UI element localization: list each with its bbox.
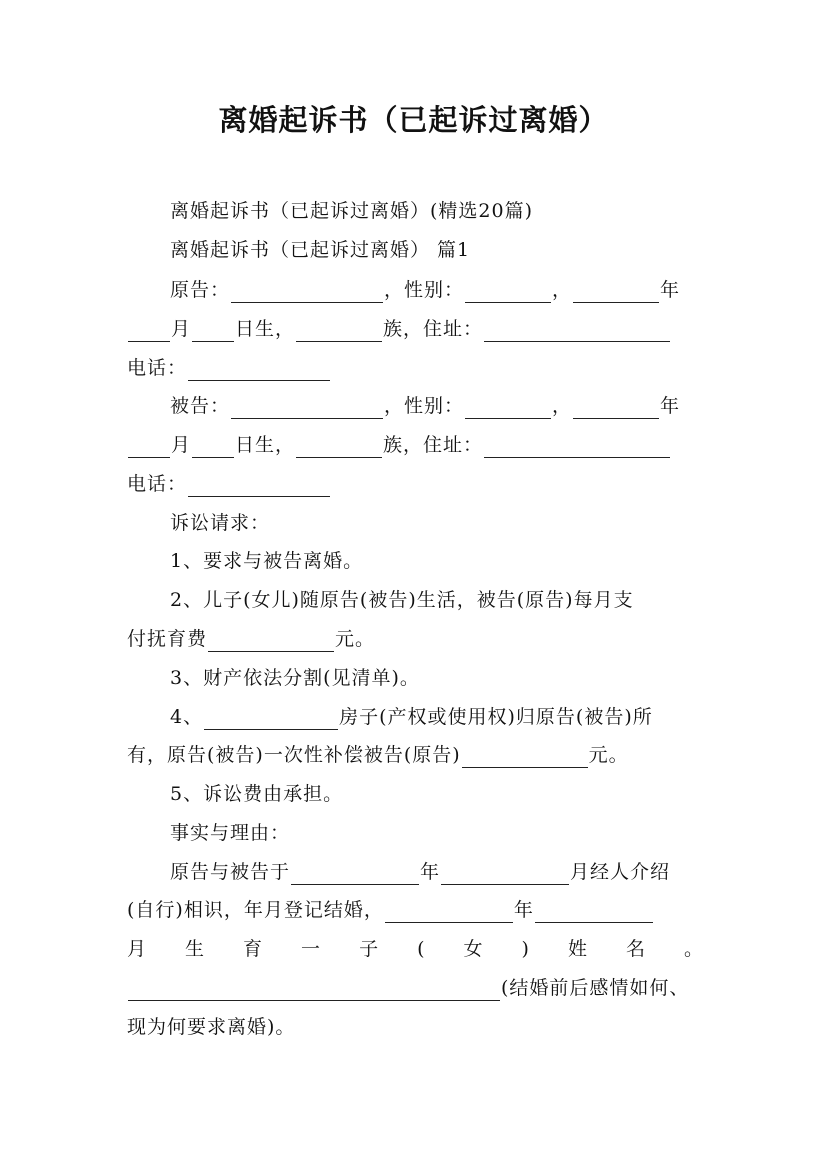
- facts-char: 育: [243, 938, 263, 960]
- plaintiff-line-3: [127, 355, 703, 381]
- facts-char: 女: [463, 938, 483, 960]
- facts-heading: 事实与理由：: [170, 822, 291, 844]
- defendant-phone-blank[interactable]: [188, 476, 330, 497]
- defendant-line-3: [127, 471, 703, 497]
- defendant-month-label: 月: [171, 434, 192, 456]
- claim-4-text-2: 有，原告(被告)一次性补偿被告(原告): [127, 744, 461, 766]
- document-title: 离婚起诉书（已起诉过离婚）: [218, 103, 609, 137]
- claim-4-text: 房子(产权或使用权)归原告(被告)所: [339, 706, 653, 728]
- facts-line-3: [127, 936, 703, 962]
- defendant-birth-day-blank[interactable]: [192, 437, 234, 458]
- facts-year-label: 年: [420, 861, 441, 883]
- defendant-name-blank[interactable]: [231, 398, 383, 419]
- claim-4-line-2: [127, 742, 703, 768]
- plaintiff-birth-label: 日生，: [235, 318, 296, 340]
- claim-2-line-1: 2、儿子(女儿)随原告(被告)生活，被告(原告)每月支: [170, 589, 634, 611]
- claim-3: 3、财产依法分割(见清单)。: [170, 667, 420, 689]
- plaintiff-label: 原告：: [170, 279, 231, 301]
- defendant-gender-label: ，性别：: [384, 395, 465, 417]
- claim-4-number: 4、: [170, 706, 204, 728]
- claim-4-yuan: 元。: [588, 744, 629, 766]
- facts-line-5: 现为何要求离婚)。: [127, 1016, 296, 1038]
- facts-line-4: [127, 975, 703, 1001]
- defendant-gender-blank[interactable]: [465, 398, 551, 419]
- plaintiff-phone-blank[interactable]: [188, 360, 330, 381]
- facts-char: 名: [625, 938, 645, 960]
- child-birth-month-blank[interactable]: [535, 902, 653, 923]
- defendant-birth-year-blank[interactable]: [573, 398, 659, 419]
- facts-char: 月: [127, 938, 147, 960]
- facts-char: (: [417, 938, 425, 960]
- facts-char: 。: [683, 938, 703, 960]
- facts-char: ): [521, 938, 529, 960]
- facts-text-2: 月经人介绍: [570, 861, 671, 883]
- defendant-line-1: [170, 393, 703, 419]
- support-amount-blank[interactable]: [208, 631, 334, 652]
- facts-char: 一: [301, 938, 321, 960]
- plaintiff-line-1: [170, 277, 703, 303]
- plaintiff-gender-blank[interactable]: [465, 282, 551, 303]
- facts-year-label-2: 年: [513, 899, 534, 921]
- plaintiff-birth-day-blank[interactable]: [192, 321, 234, 342]
- defendant-year-label: 年: [660, 395, 681, 417]
- plaintiff-year-label: 年: [660, 279, 681, 301]
- defendant-phone-label: 电话：: [127, 473, 188, 495]
- facts-line-2: [127, 897, 703, 923]
- plaintiff-name-blank[interactable]: [231, 282, 383, 303]
- child-birth-year-blank[interactable]: [385, 902, 513, 923]
- plaintiff-birth-year-blank[interactable]: [573, 282, 659, 303]
- plaintiff-ethnic-label: 族，住址：: [383, 318, 484, 340]
- plaintiff-address-blank[interactable]: [484, 321, 670, 342]
- meet-month-blank[interactable]: [441, 864, 569, 885]
- defendant-address-blank[interactable]: [484, 437, 670, 458]
- plaintiff-birth-month-blank[interactable]: [128, 321, 170, 342]
- facts-char: 子: [359, 938, 379, 960]
- claim-5: 5、诉讼费由承担。: [170, 783, 344, 805]
- plaintiff-line-2: [127, 316, 703, 342]
- relationship-blank[interactable]: [128, 980, 500, 1001]
- claim-2-text: 付抚育费: [127, 628, 208, 650]
- article-heading: 离婚起诉书（已起诉过离婚） 篇1: [170, 239, 471, 261]
- document-subtitle: 离婚起诉书（已起诉过离婚）(精选20篇): [170, 200, 534, 222]
- plaintiff-ethnic-blank[interactable]: [296, 321, 382, 342]
- facts-text-4: (结婚前后感情如何、: [501, 977, 690, 999]
- plaintiff-gender-label: ，性别：: [384, 279, 465, 301]
- plaintiff-comma: ，: [552, 279, 573, 301]
- compensation-amount-blank[interactable]: [462, 747, 588, 768]
- property-blank[interactable]: [204, 709, 338, 730]
- facts-line-1: [170, 859, 703, 885]
- defendant-ethnic-label: 族，住址：: [383, 434, 484, 456]
- meet-year-blank[interactable]: [291, 864, 419, 885]
- claim-2-line-2: [127, 626, 703, 652]
- claim-4-line-1: [170, 704, 703, 730]
- defendant-line-2: [127, 432, 703, 458]
- claim-1: 1、要求与被告离婚。: [170, 550, 364, 572]
- claims-heading: 诉讼请求：: [170, 512, 271, 534]
- facts-char: 生: [185, 938, 205, 960]
- facts-text-3: (自行)相识，年月登记结婚，: [127, 899, 384, 921]
- facts-char: 姓: [567, 938, 587, 960]
- defendant-comma: ，: [552, 395, 573, 417]
- plaintiff-month-label: 月: [171, 318, 192, 340]
- defendant-label: 被告：: [170, 395, 231, 417]
- defendant-birth-month-blank[interactable]: [128, 437, 170, 458]
- plaintiff-phone-label: 电话：: [127, 357, 188, 379]
- defendant-birth-label: 日生，: [235, 434, 296, 456]
- facts-text-1: 原告与被告于: [170, 861, 291, 883]
- claim-2-yuan: 元。: [335, 628, 376, 650]
- defendant-ethnic-blank[interactable]: [296, 437, 382, 458]
